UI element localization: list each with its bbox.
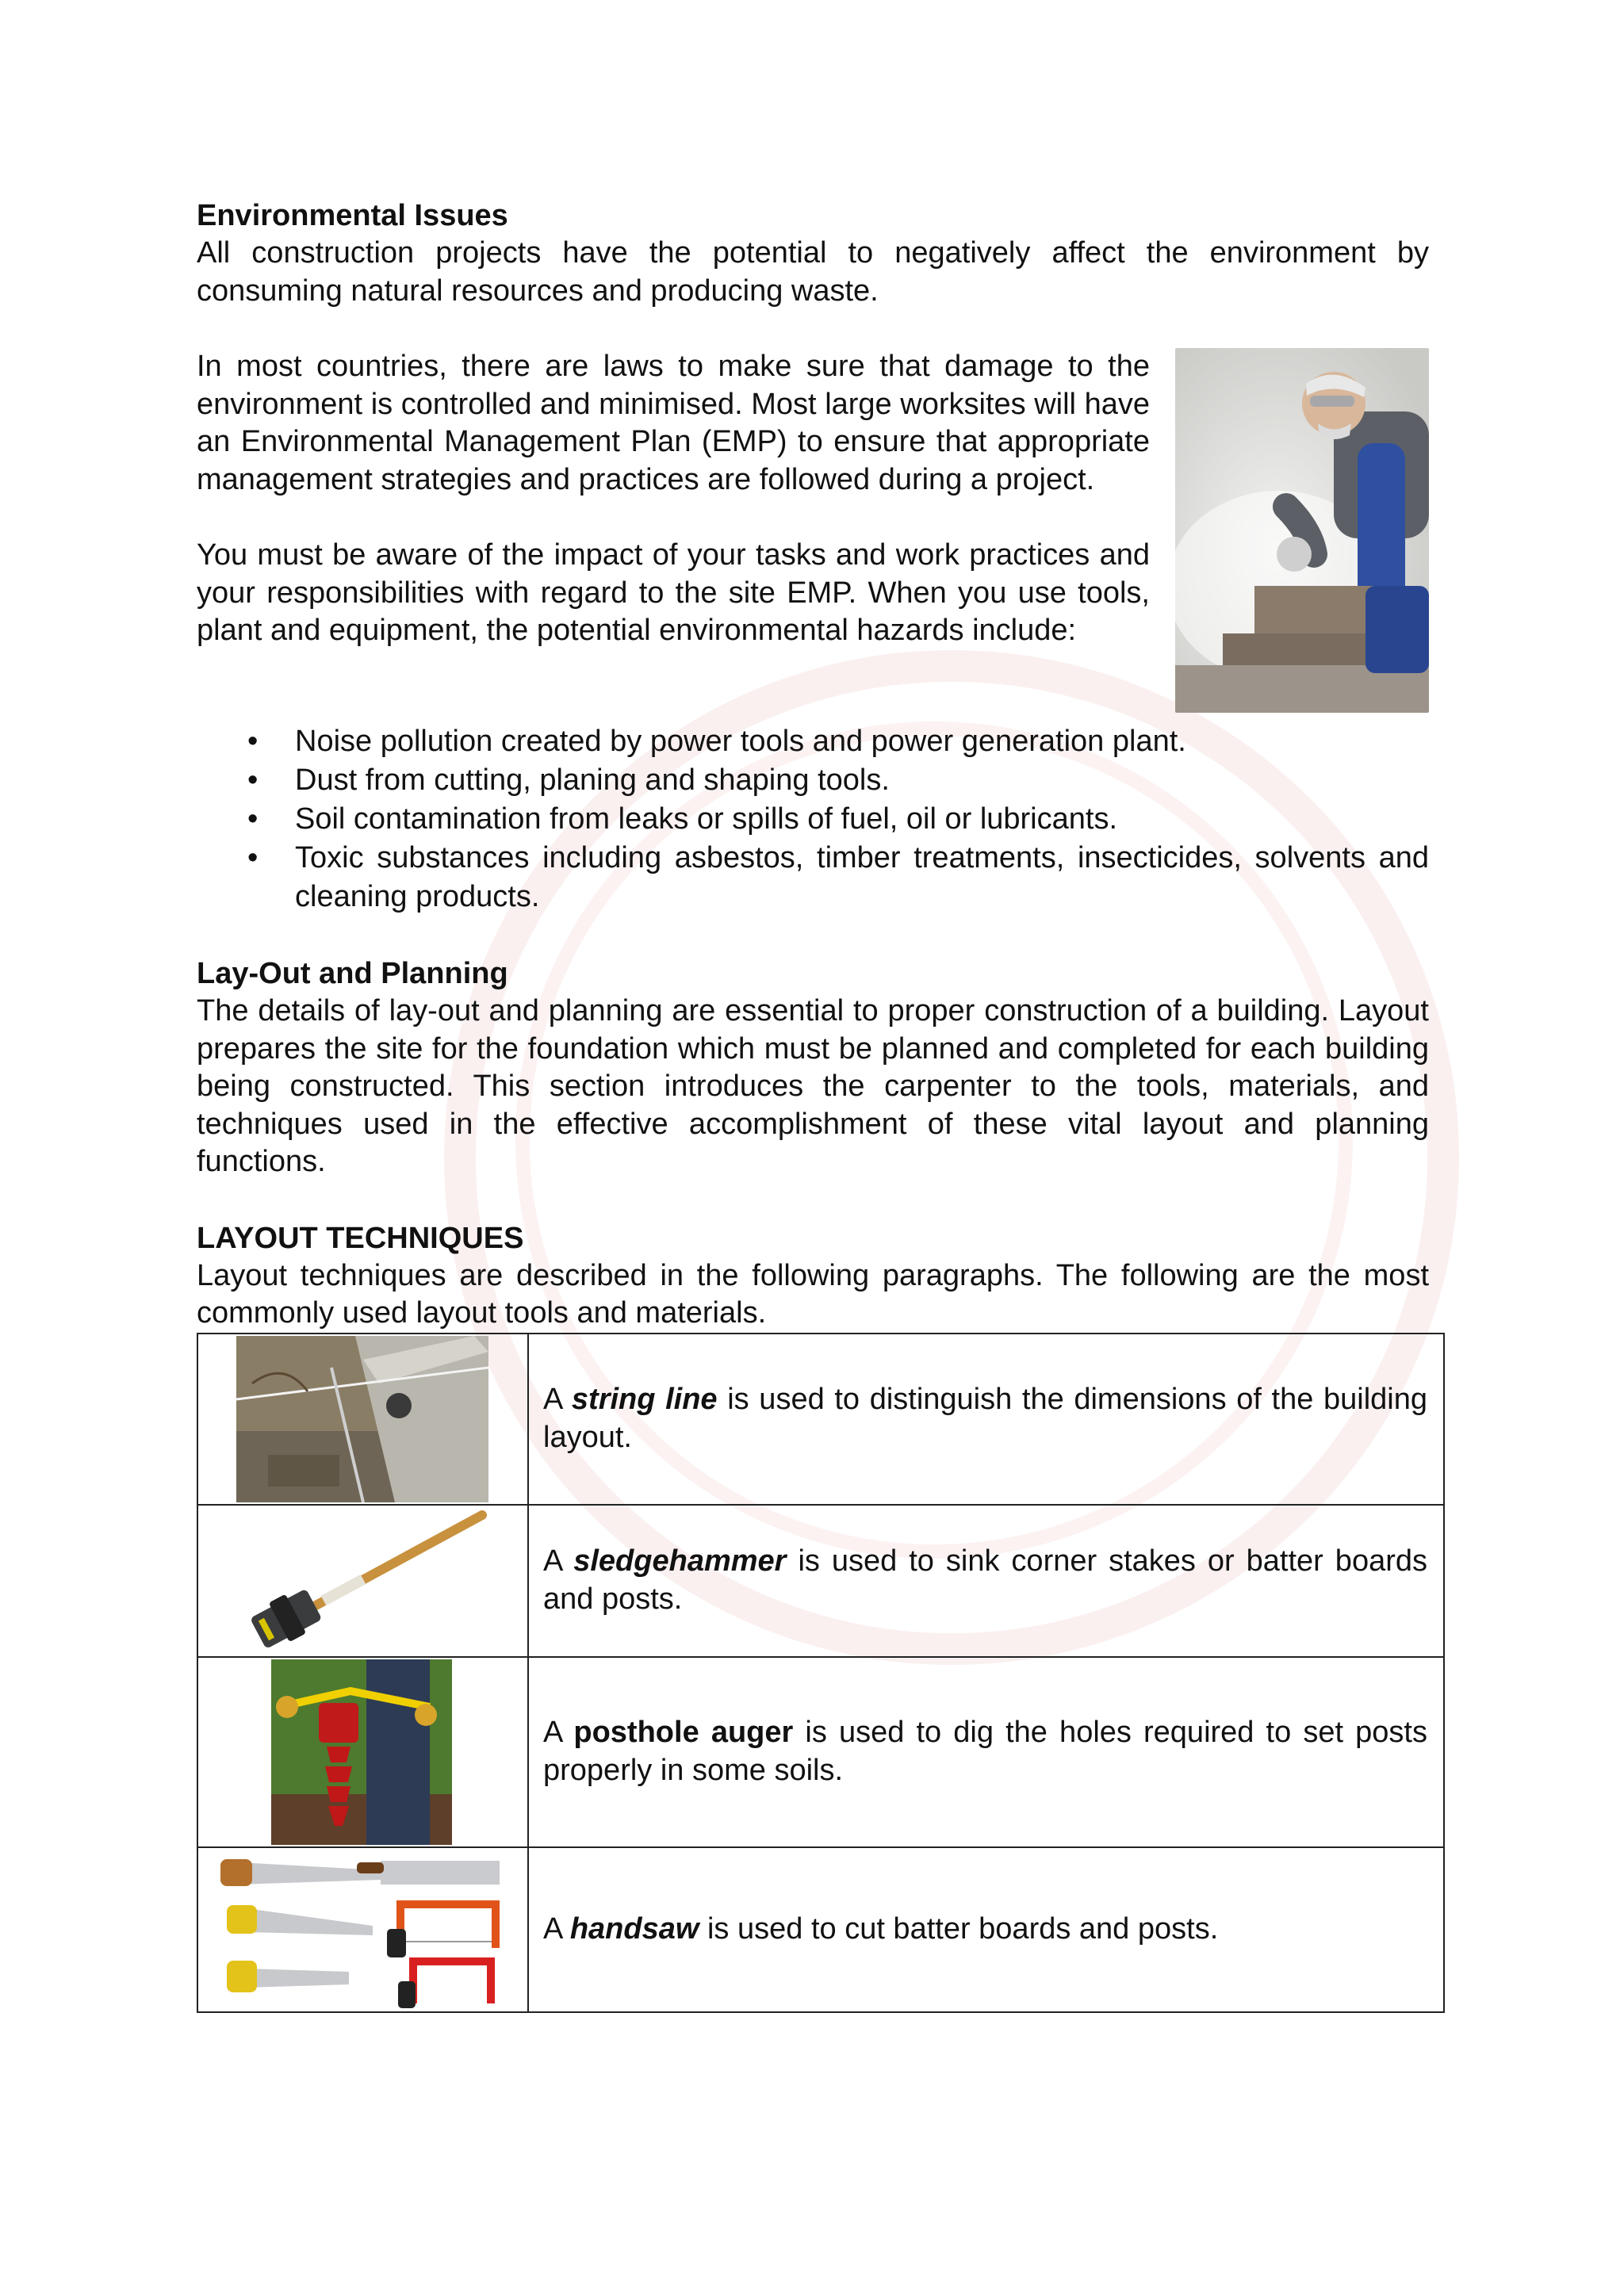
list-item: • Toxic substances including asbestos, timber treatments, insecticides, solvents and cleaning products.	[295, 839, 1429, 916]
handsaw-term: handsaw	[569, 1911, 699, 1946]
environmental-intro-paragraph: All construction projects have the potential to negatively affect the environment by consuming natural resources and producing waste.	[197, 236, 1429, 308]
layout-planning-paragraph: The details of lay-out and planning are essential to proper construction of a building. Layout prepares the site for the foundation which must be planned and completed for each building being constructed. This section introduces the carpenter to the tools, materials, and techniques used in the effective accomplishment of these vital layout and planning functions.	[197, 994, 1429, 1178]
sledgehammer-image-cell	[197, 1505, 528, 1657]
table-row	[197, 1334, 1444, 1505]
environmental-awareness-paragraph: You must be aware of the impact of your tasks and work practices and your responsibilities with regard to the site EMP. When you use tools, plant and equipment, the potential environmental hazards include:	[197, 538, 1150, 647]
posthole-auger-term: posthole auger	[573, 1716, 794, 1749]
list-item: • Noise pollution created by power tools and power generation plant.	[295, 722, 1429, 761]
layout-techniques-paragraph: Layout techniques are described in the following paragraphs. The following are the most commonly used layout tools and materials.	[197, 1258, 1429, 1330]
table-row	[197, 1847, 1444, 2012]
string-line-term: string line	[571, 1383, 718, 1416]
handsaw-photo	[214, 1853, 515, 2008]
table-row	[197, 1657, 1444, 1847]
tools-table	[197, 1333, 1445, 2013]
posthole-auger-photo	[271, 1659, 452, 1845]
worker-cutting-photo	[1175, 348, 1429, 713]
layout-techniques-heading: LAYOUT TECHNIQUES	[197, 1221, 524, 1255]
handsaw-description: A handsaw is used to cut batter boards and posts.	[528, 1847, 1444, 2012]
hazard-list	[197, 722, 1429, 916]
list-item: • Soil contamination from leaks or spills of fuel, oil or lubricants.	[295, 800, 1429, 839]
handsaw-image-cell	[197, 1847, 528, 2012]
list-item: • Dust from cutting, planing and shaping tools.	[295, 761, 1429, 800]
string-line-image-cell	[197, 1334, 528, 1505]
sledgehammer-photo	[236, 1507, 488, 1656]
sledgehammer-description: A sledgehammer is used to sink corner stakes or batter boards and posts.	[528, 1505, 1444, 1657]
posthole-auger-description: A posthole auger is used to dig the holes required to set posts properly in some soils.	[528, 1657, 1444, 1847]
environmental-issues-heading: Environmental Issues	[197, 199, 508, 232]
string-line-description: A string line is used to distinguish the dimensions of the building layout.	[528, 1334, 1444, 1505]
table-row	[197, 1505, 1444, 1657]
document-page	[197, 197, 1429, 2013]
string-line-photo	[236, 1336, 488, 1502]
sledgehammer-term: sledgehammer	[573, 1544, 787, 1578]
layout-planning-heading: Lay-Out and Planning	[197, 957, 508, 990]
posthole-auger-image-cell	[197, 1657, 528, 1847]
environmental-laws-paragraph: In most countries, there are laws to make sure that damage to the environment is controlled and minimised. Most large worksites will have an Environmental Management Plan (EMP) to ensure that appropriate management strategies and practices are followed during a project.	[197, 350, 1150, 496]
